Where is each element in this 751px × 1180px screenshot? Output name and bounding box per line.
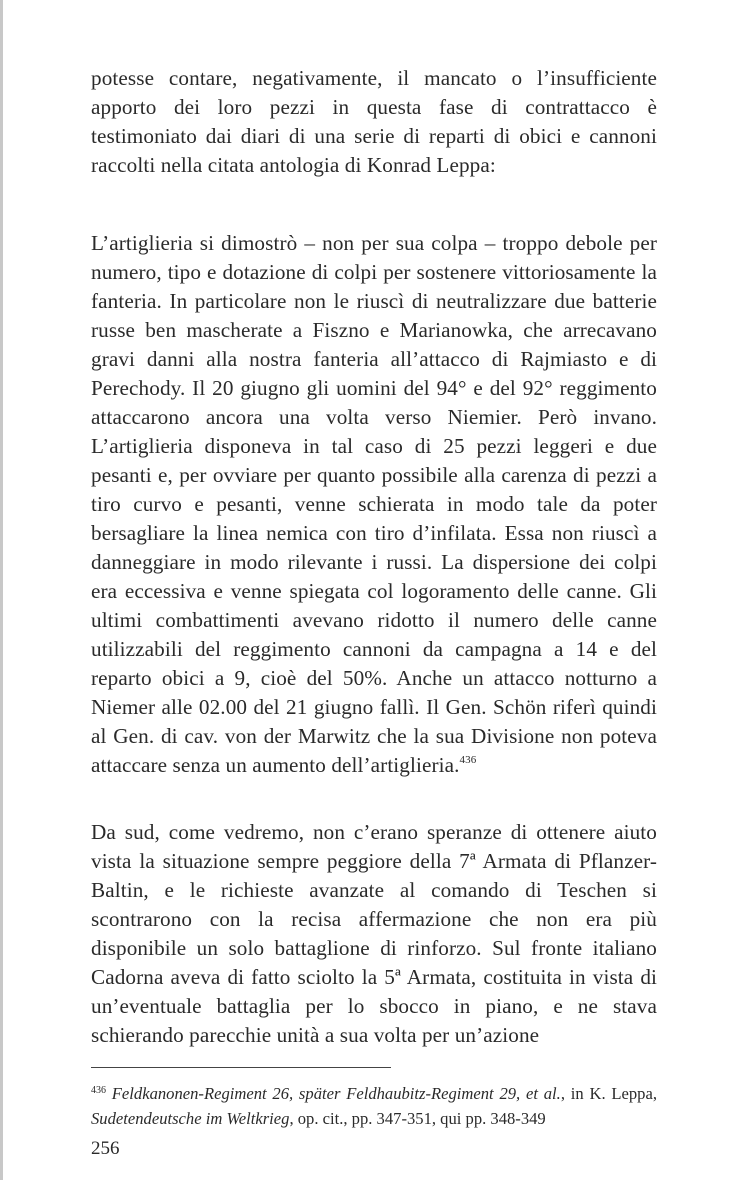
paragraph-intro-text: potesse contare, negativamente, il mancato o l’insufficiente apporto dei loro pezzi in questa fase di contrattacco è testimoniato dai diari di una serie di reparti di obici e cannoni raccolti nella citata antologia di Konrad Leppa: bbox=[91, 66, 657, 177]
block-quote bbox=[91, 229, 657, 780]
block-quote-text: L’artiglieria si dimostrò – non per sua colpa – troppo debole per numero, tipo e dotazione di colpi per sostenere vittoriosamente la fanteria. In particolare non le riuscì di neutralizzare due batterie russe ben mascherate a Fiszno e Marianowka, che arrecavano gravi danni alla nostra fanteria all’attacco di Rajmiasto e di Perechody. Il 20 giugno gli uomini del 94° e del 92° reggimento attaccarono ancora una volta verso Niemier. Però invano. L’artiglieria disponeva in tal caso di 25 pezzi leggeri e due pesanti e, per ovviare per quanto possibile alla carenza di pezzi a tiro curvo e pesanti, venne schierata in modo tale da poter bersagliare la linea nemica con tiro d’infilata. Essa non riuscì a danneggiare in modo rilevante i russi. La dispersione dei colpi era eccessiva e venne spiegata col logoramento delle canne. Gli ultimi combattimenti avevano ridotto il numero delle canne utilizzabili del reggimento cannoni da campagna a 14 e del reparto obici a 9, cioè del 50%. Anche un attacco notturno a Niemer alle 02.00 del 21 giugno fallì. Il Gen. Schön riferì quindi al Gen. di cav. von der Marwitz che la sua Divisione non poteva attaccare senza un aumento dell’artiglieria. bbox=[91, 231, 657, 777]
page-edge bbox=[0, 0, 3, 1180]
paragraph-south bbox=[91, 818, 657, 1050]
footnote-reference: 436 bbox=[459, 754, 477, 766]
footnote-regiment-title: Feldkanonen-Regiment 26, später Feldhaubitz-Regiment 29, et al. bbox=[111, 1084, 561, 1103]
footnote-book-title: Sudetendeutsche im Weltkrieg bbox=[91, 1109, 290, 1128]
footnote-pages: , op. cit., pp. 347-351, qui pp. 348-349 bbox=[289, 1109, 546, 1128]
block-quote-body bbox=[91, 229, 657, 780]
footnote-author: , in K. Leppa, bbox=[560, 1084, 657, 1103]
footnote-number: 436 bbox=[91, 1085, 106, 1096]
footnote bbox=[91, 1081, 657, 1131]
footnote-divider bbox=[91, 1067, 391, 1068]
page-number: 256 bbox=[91, 1138, 120, 1159]
paragraph-intro bbox=[91, 64, 657, 180]
paragraph-south-text: Da sud, come vedremo, non c’erano speranze di ottenere aiuto vista la situazione sempre peggiore della 7ª Armata di Pflanzer-Baltin, e le richieste avanzate al comando di Teschen si scontrarono con la recisa affermazione che non era più disponibile un solo battaglione di rinforzo. Sul fronte italiano Cadorna aveva di fatto sciolto la 5ª Armata, costituita in vista di un’eventuale battaglia per lo sbocco in piano, e ne stava schierando parecchie unità a sua volta per un’azione bbox=[91, 820, 657, 1047]
